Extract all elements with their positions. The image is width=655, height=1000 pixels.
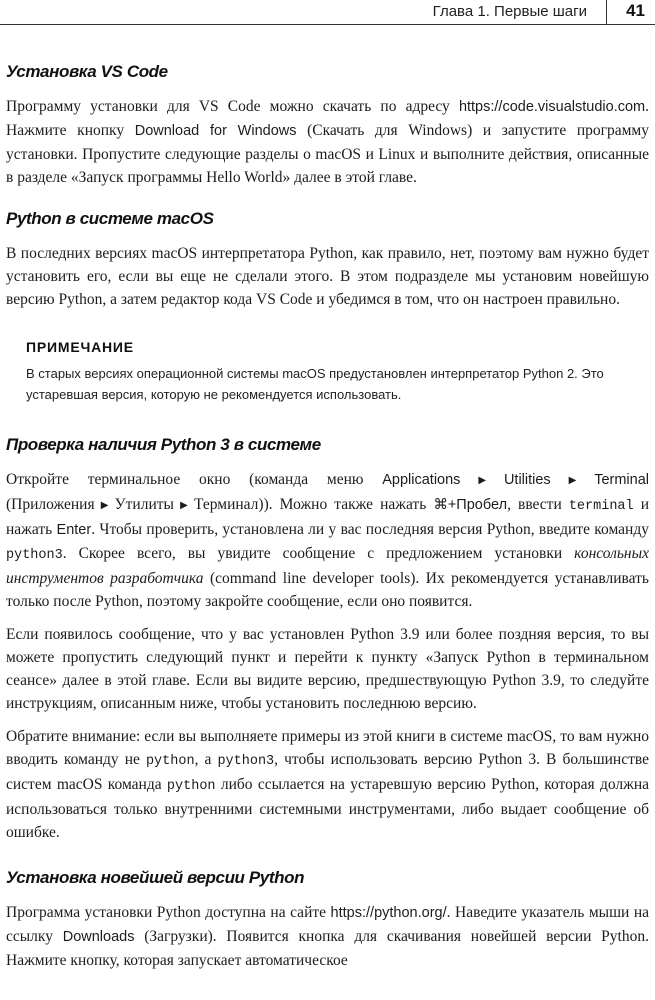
cmd-python3: python3 bbox=[6, 548, 63, 563]
paragraph-check-1 bbox=[6, 468, 649, 613]
triangle-right-icon: ▶ bbox=[97, 500, 112, 511]
text-span: (command line developer tools). Их рекомендуется устанавливать только после Python, поэтому закройте сообщение, если оно появится. bbox=[6, 570, 649, 610]
text-span: . Чтобы проверить, установлена ли у вас последняя версия Python, введите команду bbox=[91, 521, 649, 538]
paragraph-macos: В последних версиях macOS интерпретатора Python, как правило, нет, поэтому вам нужно будет установить его, если вы еще не сделали этого. В этом подразделе мы установим новейшую версию Python, а затем редактор кода VS Code и убедимся в том, что он настроен правильно. bbox=[6, 245, 649, 308]
text-span: , ввести bbox=[507, 496, 569, 513]
text-span: Откройте терминальное окно (команда меню bbox=[6, 471, 383, 488]
downloads-link-label: Downloads bbox=[62, 929, 135, 945]
chapter-title: Глава 1. Первые шаги bbox=[432, 3, 587, 20]
paragraph-vscode bbox=[6, 95, 649, 189]
text-span: (Приложения bbox=[6, 496, 95, 513]
vscode-url: https://code.visualstudio.com bbox=[458, 99, 646, 115]
italic-term: консольных инструментов разработчика bbox=[6, 545, 649, 587]
download-windows-label: Download for Windows bbox=[134, 123, 297, 139]
cmd-terminal: terminal bbox=[568, 499, 634, 514]
text-span: Терминал)). Можно также нажать bbox=[194, 496, 434, 513]
triangle-right-icon: ▶ bbox=[553, 475, 592, 486]
menu-utilities: Utilities bbox=[503, 472, 551, 488]
note-title: ПРИМЕЧАНИЕ bbox=[26, 339, 134, 355]
key-enter: Enter bbox=[56, 522, 92, 538]
text-span: либо ссылается на устаревшую версию Python, которая должна использоваться только внутренними системными инструментами, либо выдает сообщение об ошибке. bbox=[6, 776, 649, 841]
text-span: , чтобы использовать версию Python 3. В большинстве систем macOS команда bbox=[6, 751, 649, 793]
cmd-python3-alt: python3 bbox=[217, 754, 275, 769]
text-span: Программа установки Python доступна на сайте bbox=[6, 904, 331, 921]
note-text: В старых версиях операционной системы macOS предустановлен интерпретатор Python 2. Это устаревшая версия, которую не рекомендуется использовать. bbox=[26, 366, 604, 402]
text-span: . Наведите указатель мыши на ссылку bbox=[6, 904, 649, 945]
text-span: . Нажмите кнопку bbox=[6, 98, 649, 139]
heading-install-python: Установка новейшей версии Python bbox=[6, 868, 305, 887]
text-span: Программу установки для VS Code можно скачать по адресу bbox=[6, 98, 459, 115]
triangle-right-icon: ▶ bbox=[463, 475, 501, 486]
text-span: . Скорее всего, вы увидите сообщение с предложением установки bbox=[62, 545, 575, 562]
shortcut-cmd-space: ⌘+Пробел bbox=[433, 497, 508, 513]
running-header bbox=[0, 0, 655, 25]
cmd-python-alt: python bbox=[166, 779, 216, 794]
paragraph-check-2: Если появилось сообщение, что у вас установлен Python 3.9 или более поздняя версия, то вы можете пропустить следующий пункт и перейти к пункту «Запуск Python в терминальном сеансе» далее в этой главе. Если вы видите версию, предшествующую Python 3.9, то следуйте инструкциям, описанным ниже, чтобы установить последнюю версию. bbox=[6, 626, 649, 712]
cmd-python: python bbox=[145, 754, 195, 769]
triangle-right-icon: ▶ bbox=[176, 500, 191, 511]
header-divider bbox=[606, 0, 608, 24]
text-span: (Скачать для Windows) и запустите программу установки. Пропустите следующие разделы о macOS и Linux и выполните действия, описанные в разделе «Запуск программы Hello World» далее в этой главе. bbox=[6, 122, 649, 186]
heading-install-vscode: Установка VS Code bbox=[6, 62, 168, 81]
paragraph-install bbox=[6, 901, 649, 972]
text-span: Обратите внимание: если вы выполняете примеры из этой книги в системе macOS, то вам нужно вводить команду не bbox=[6, 728, 649, 768]
page-number: 41 bbox=[626, 1, 645, 20]
text-span: , а bbox=[194, 751, 218, 768]
page-content bbox=[6, 60, 649, 972]
heading-python-macos: Python в системе macOS bbox=[6, 209, 214, 228]
note-box bbox=[26, 335, 649, 407]
menu-applications: Applications bbox=[382, 472, 461, 488]
text-span: и нажать bbox=[6, 496, 649, 538]
menu-terminal: Terminal bbox=[594, 472, 649, 488]
heading-check-python3: Проверка наличия Python 3 в системе bbox=[6, 435, 321, 454]
text-span: (Загрузки). Появится кнопка для скачивания новейшей версии Python. Нажмите кнопку, которая запускает автоматическое bbox=[6, 928, 649, 969]
python-url: https://python.org/ bbox=[330, 905, 447, 921]
text-span: Утилиты bbox=[114, 496, 174, 513]
paragraph-check-3 bbox=[6, 725, 649, 844]
